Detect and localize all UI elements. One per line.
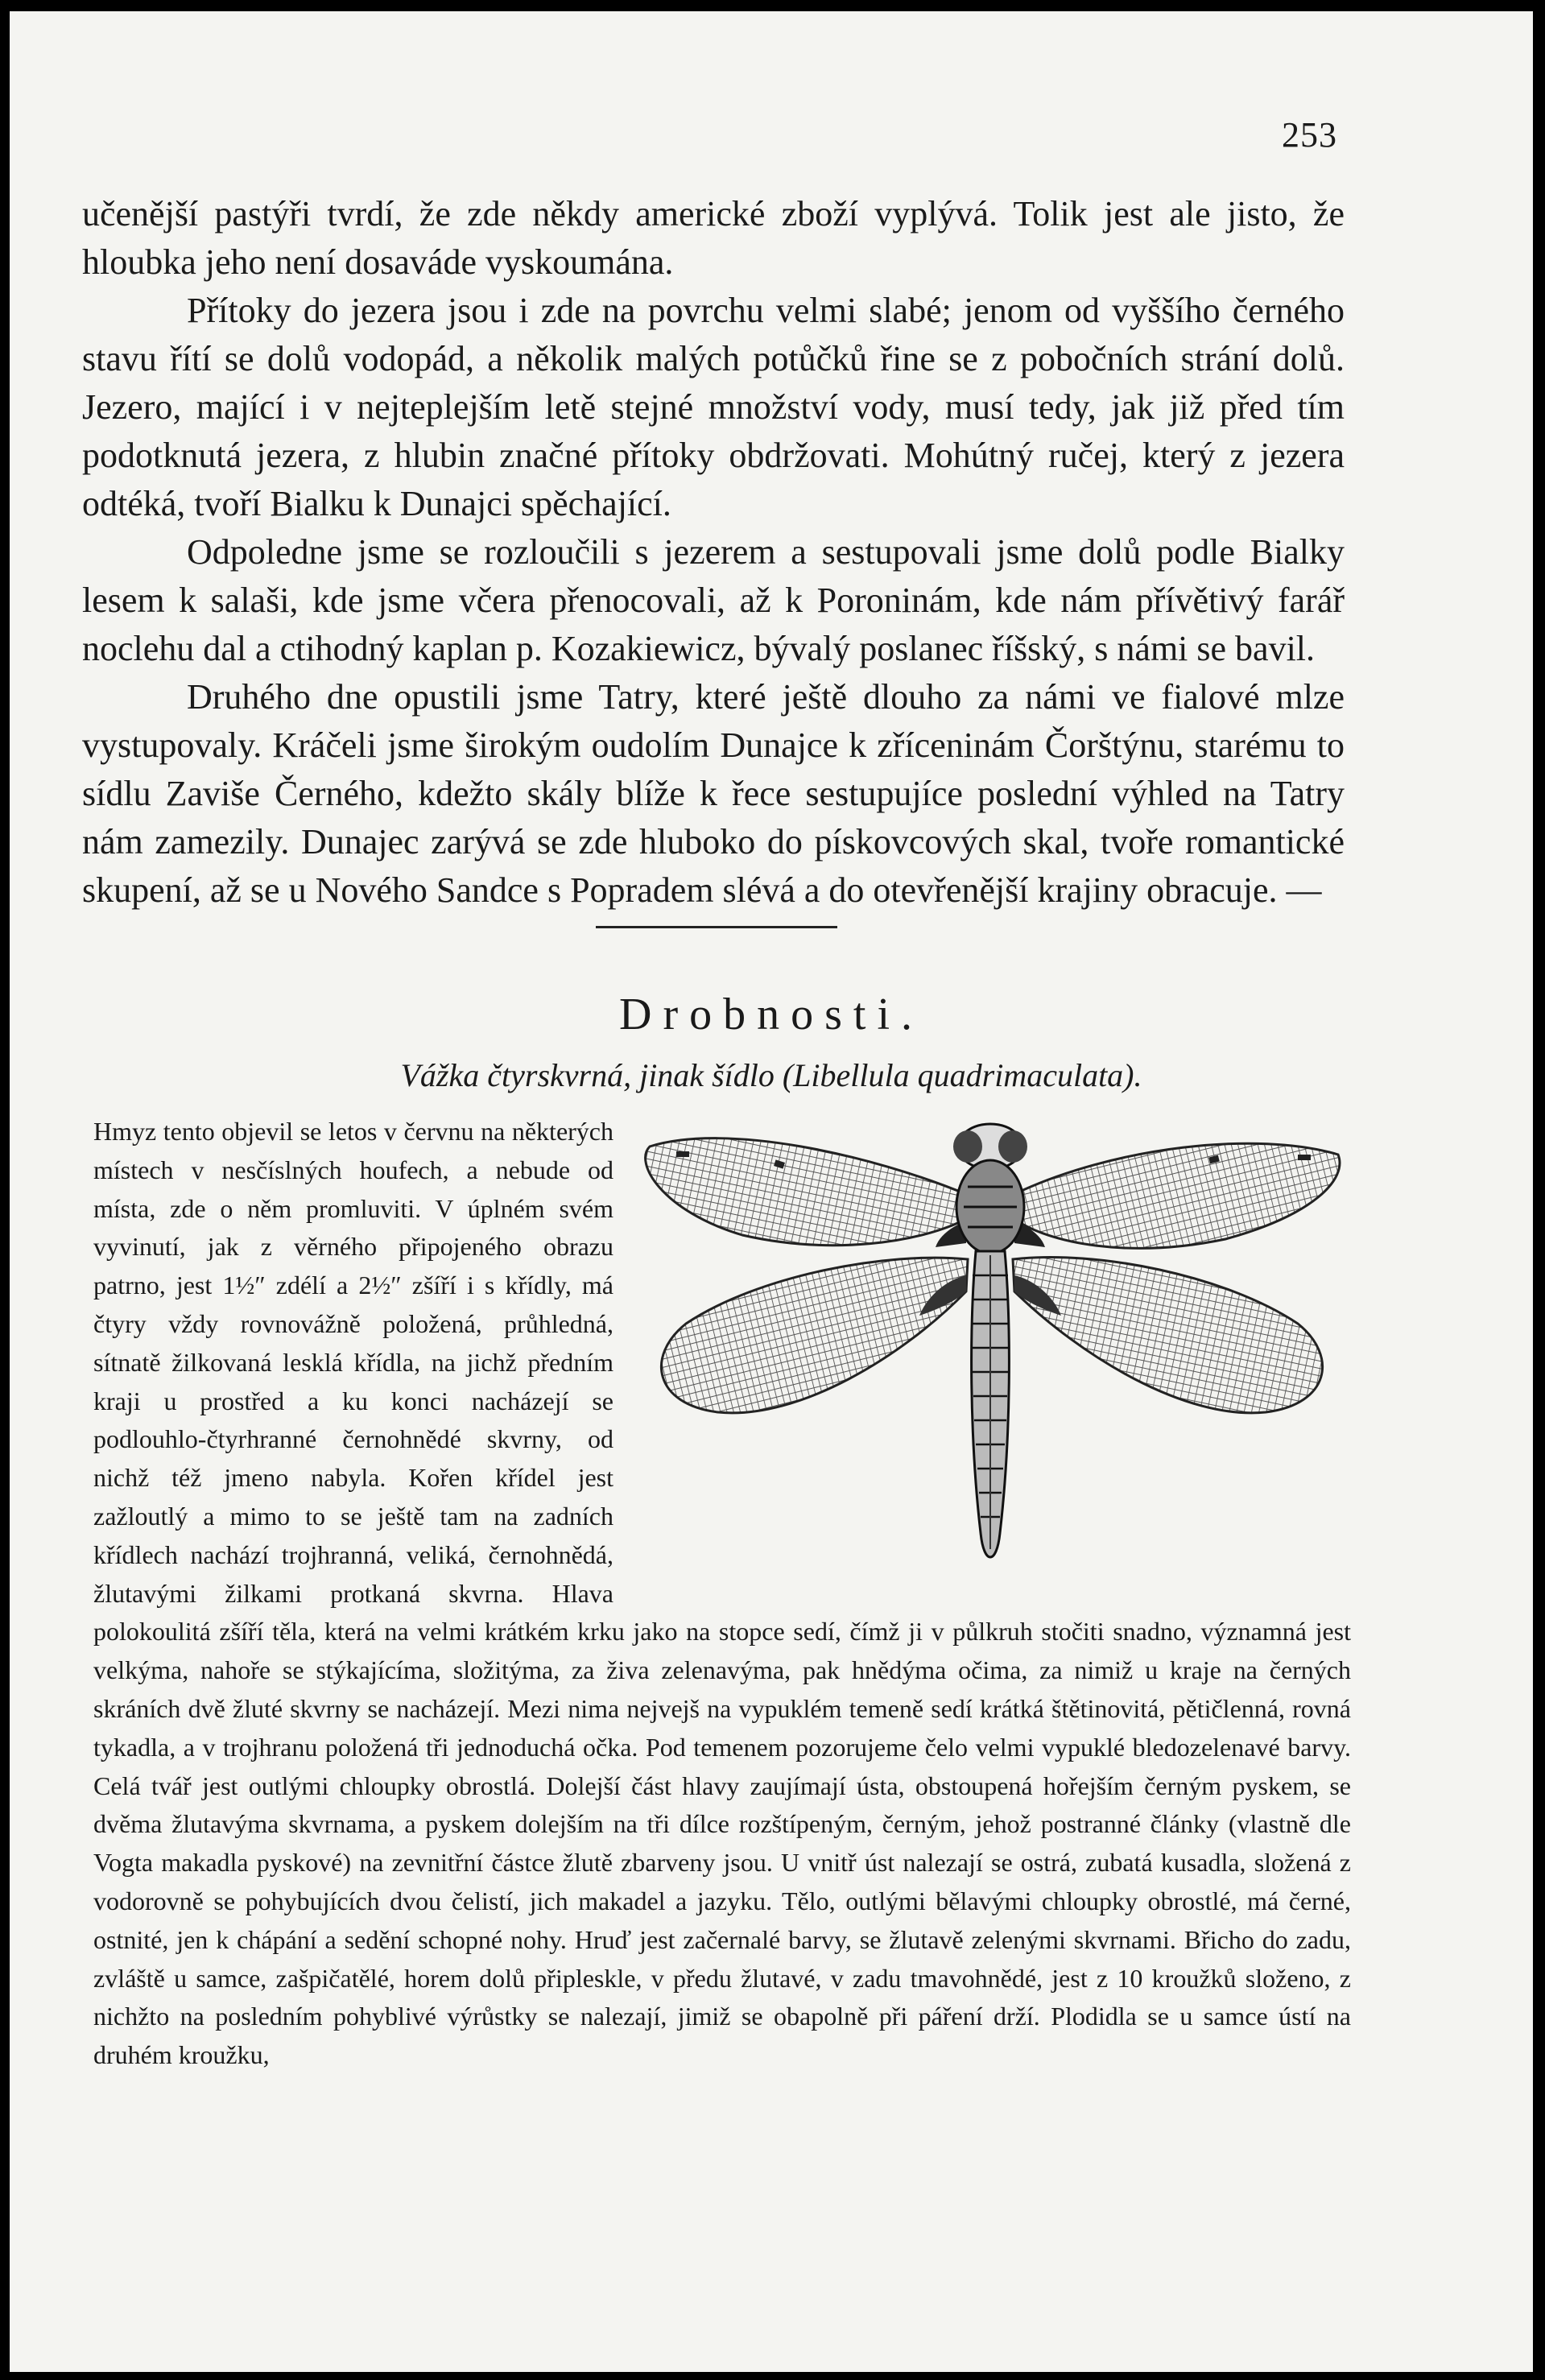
paragraph: Odpoledne jsme se rozloučili s jezerem a sestupovali jsme dolů podle Bialky lesem k salaši, kde jsme včera přenocovali, až k Poroninám, kde nám přívětivý farář noclehu dal a ctihodný kaplan p. Kozakiewicz, bývalý poslanec říšský, s námi se bavil.: [82, 532, 1345, 668]
left-hindwing: [661, 1258, 968, 1413]
page-number: 253: [1282, 115, 1337, 155]
article-body: [93, 1113, 1351, 2075]
article-title: Vážka čtyrskvrná, jinak šídlo (Libellula quadrimaculata).: [400, 1057, 1142, 1093]
paragraph: Druhého dne opustili jsme Tatry, které ještě dlouho za námi ve fialové mlze vystupovaly. Kráčeli jsme širokým oudolím Dunajce k zříceninám Čorštýnu, starému to sídlu Zaviše Černého, kdežto skály blíže k řece sestupujíce poslední výhled na Tatry nám zamezily. Dunajec zarývá se zde hluboko do pískovcových skal, tvoře romantické skupení, až se u Nového Sandce s Popradem slévá a do otevřenější krajiny obracuje. —: [82, 677, 1345, 910]
dragonfly-illustration: [630, 1114, 1351, 1607]
travel-text: [82, 190, 1345, 915]
paragraph: Přítoky do jezera jsou i zde na povrchu velmi slabé; jenom od vyššího černého stavu řítí se dolů vodopád, a několik malých potůčků řine se z pobočních strání dolů. Jezero, mající i v nejteplejším letě stejné množství vody, musí tedy, jak již před tím podotknutá jezera, z hlubin značné přítoky obdržovati. Mohútný ručej, který z jezera odtéká, tvoří Bialku k Dunajci spěchající.: [82, 291, 1345, 523]
article-paragraph: Hmyz tento objevil se letos v červnu na některých místech v nesčíslných houfech, a nebude od místa, zde o něm promluviti. V úplném svém vyvinutí, jak z věrného připojeného obrazu patrno, jest 1½″ zdélí a 2½″ zšíří i s křídly, má čtyry vždy rovnovážně položená, průhledná, sítnatě žilkovaná lesklá křídla, na jichž předním kraji u prostřed a ku konci nacházejí se podlouhlo-čtyrhranné černohnědé skvrny, od nichž též jmeno nabyla. Kořen křídel jest zažloutlý a mimo to se ještě tam na zadních křídlech nachází trojhranná, veliká, černohnědá, žlutavými žilkami protkaná skvrna. Hlava polokoulitá zšíří těla, která na velmi krátkém krku jako na stopce sedí, čímž ji v půlkruh stočiti snadno, významná jest velkýma, nahoře se stýkajícíma, složitýma, za živa zelenavýma, pak hnědýma očima, za nimiž u kraje na černých skráních dvě žluté skvrny se nacházejí. Mezi nima nejvejš na vypuklém temeně sedí krátká štětinovitá, pětičlenná, rovná tykadla, a v trojhranu položená tři jednoduchá očka. Pod temenem pozorujeme čelo velmi vypuklé bledozelenavé barvy. Celá tvář jest outlými chloupky obrostlá. Dolejší část hlavy zaujímají ústa, obstoupená hořejším černým pyskem, se dvěma žlutavýma skvrnama, a pyskem dolejším na tři dílce rozštípeným, černým, jehož postranné články (vlastně dle Vogta makadla pyskové) na zevnitřní částce žlutě zbarveny jsou. U vnitř úst nalezají se ostrá, zubatá kusadla, složená z vodorovně se pohybujících dvou čelistí, jich makadel a jazyku. Tělo, outlými bělavými chloupky obrostlé, má černé, ostnité, jen k chápání a sedění schopné nohy. Hruď jest začernalé barvy, se žlutavě zelenými skvrnami. Břicho do zadu, zvláště u samce, zašpičatělé, horem dolů připleskle, v předu žlutavé, v zadu tmavohnědé, jest z 10 kroužků složeno, z nichžto na posledním pohyblivé výrůstky se nalezají, jimiž se obapolně při páření drží. Plodidla se u samce ústí na druhém kroužku,: [93, 1117, 1351, 2070]
left-forewing: [646, 1138, 968, 1246]
book-page: [10, 11, 1533, 2372]
section-title: Drobnosti.: [619, 990, 923, 1039]
paragraph: učenější pastýři tvrdí, že zde někdy americké zboží vyplývá. Tolik jest ale jisto, že hloubka jeho není dosaváde vyskoumána.: [82, 194, 1345, 282]
right-forewing: [1013, 1143, 1340, 1248]
right-hindwing: [1013, 1258, 1323, 1413]
section-divider: [596, 926, 837, 928]
